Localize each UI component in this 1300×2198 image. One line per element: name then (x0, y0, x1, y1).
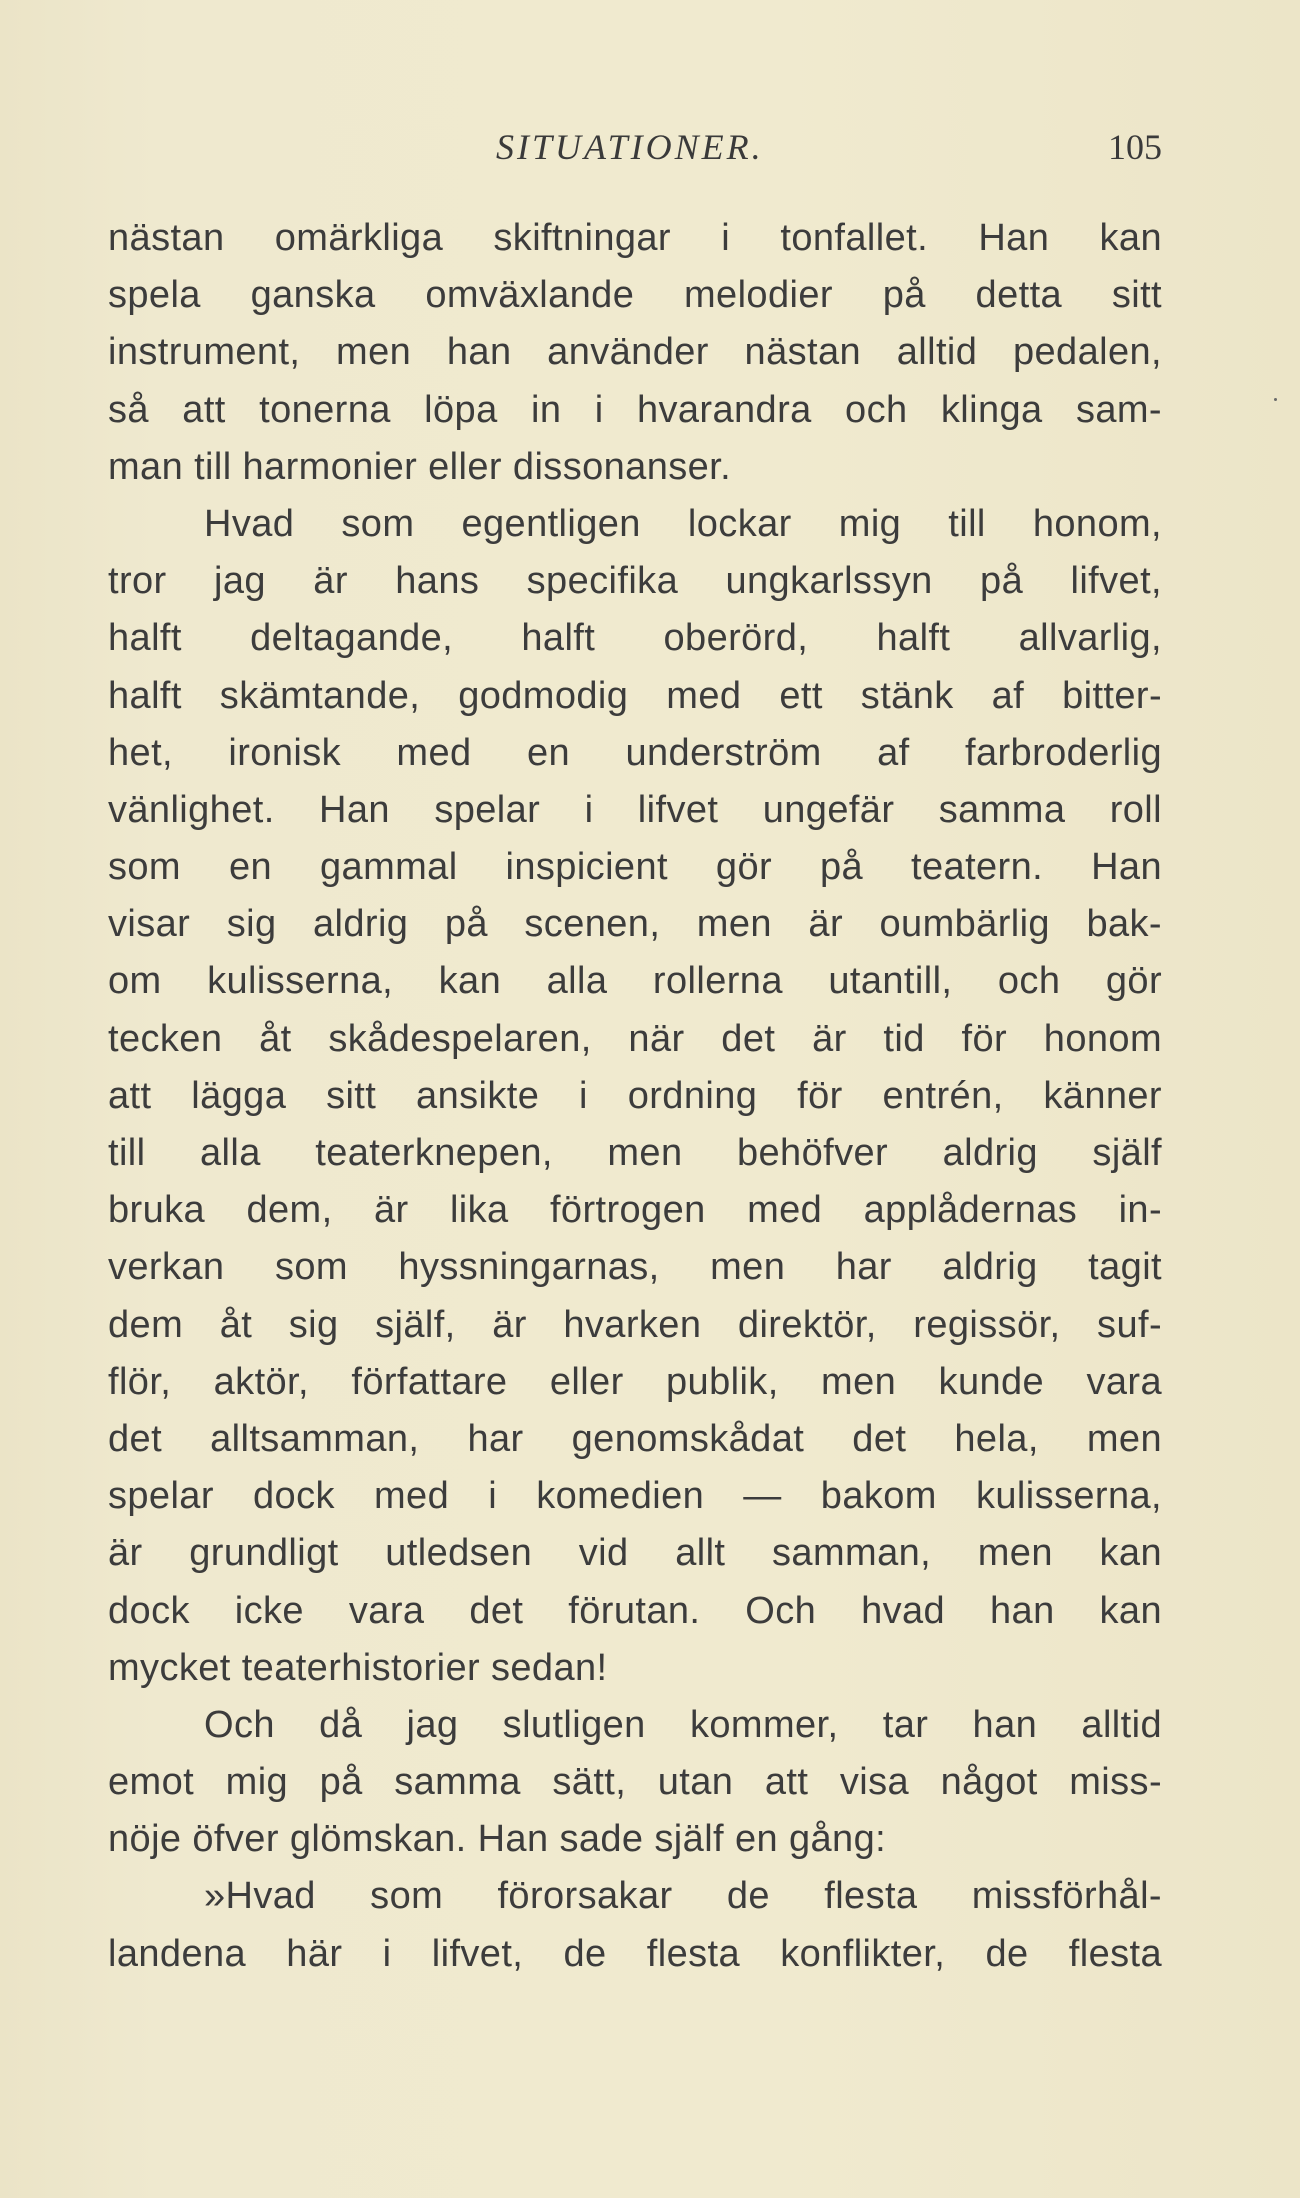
text-line: halft deltagande, halft oberörd, halft allvarlig, (108, 617, 1162, 660)
text-line: mycket teaterhistorier sedan! (108, 1646, 608, 1689)
body-text (108, 210, 1162, 1983)
margin-speck (1274, 398, 1277, 401)
text-line: man till harmonier eller dissonanser. (108, 445, 732, 488)
text-line: Och då jag slutligen kommer, tar han alltid (204, 1703, 1162, 1746)
running-title: SITUATIONER. (496, 127, 764, 167)
text-line: dem åt sig själf, är hvarken direktör, regissör, suf- (108, 1303, 1162, 1346)
text-line: så att tonerna löpa in i hvarandra och klinga sam- (108, 388, 1162, 431)
text-line: flör, aktör, författare eller publik, men kunde vara (108, 1360, 1162, 1403)
text-line: het, ironisk med en underström af farbroderlig (108, 731, 1162, 774)
text-line: tecken åt skådespelaren, när det är tid för honom (108, 1017, 1162, 1060)
text-line: som en gammal inspicient gör på teatern. Han (108, 846, 1162, 889)
page-header (108, 126, 1162, 176)
text-line: dock icke vara det förutan. Och hvad han kan (108, 1589, 1162, 1632)
text-line: spela ganska omväxlande melodier på detta sitt (108, 274, 1162, 317)
text-line: är grundligt utledsen vid allt samman, men kan (108, 1532, 1162, 1575)
text-line: instrument, men han använder nästan alltid pedalen, (108, 331, 1162, 374)
text-line: vänlighet. Han spelar i lifvet ungefär samma roll (108, 788, 1162, 831)
text-line: tror jag är hans specifika ungkarlssyn på lifvet, (108, 560, 1162, 603)
page-number: 105 (1108, 127, 1162, 167)
text-line: att lägga sitt ansikte i ordning för entrén, känner (108, 1074, 1162, 1117)
text-line: halft skämtande, godmodig med ett stänk af bitter- (108, 674, 1162, 717)
text-line: nästan omärkliga skiftningar i tonfallet. Han kan (108, 217, 1162, 259)
text-line: emot mig på samma sätt, utan att visa något miss- (108, 1761, 1162, 1804)
text-line: landena här i lifvet, de flesta konflikter, de flesta (108, 1932, 1162, 1975)
text-line: visar sig aldrig på scenen, men är oumbärlig bak- (108, 903, 1162, 946)
text-line: »Hvad som förorsakar de flesta missförhål- (204, 1875, 1162, 1918)
text-line: spelar dock med i komedien — bakom kulisserna, (108, 1475, 1162, 1518)
text-line: om kulisserna, kan alla rollerna utantill, och gör (108, 960, 1162, 1003)
text-line: verkan som hyssningarnas, men har aldrig tagit (108, 1246, 1162, 1289)
text-line: nöje öfver glömskan. Han sade själf en gång: (108, 1818, 887, 1861)
text-line: bruka dem, är lika förtrogen med applådernas in- (108, 1189, 1162, 1232)
text-line: Hvad som egentligen lockar mig till honom, (204, 502, 1162, 545)
text-line: det alltsamman, har genomskådat det hela, men (108, 1417, 1162, 1460)
text-line: till alla teaterknepen, men behöfver aldrig själf (108, 1132, 1162, 1174)
